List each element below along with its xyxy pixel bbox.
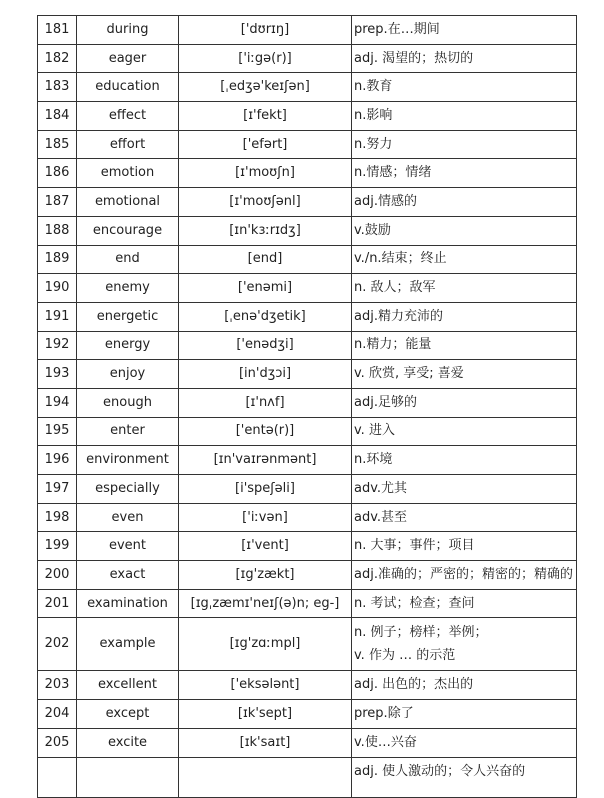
entry-meaning-line: n. 例子；榜样；举例； xyxy=(354,625,488,641)
entry-meaning: n.影响 xyxy=(352,102,577,131)
entry-number: 193 xyxy=(38,360,77,389)
entry-phonetic: ['enədʒi] xyxy=(179,331,352,360)
entry-phonetic: ['iːvən] xyxy=(179,503,352,532)
entry-number: 186 xyxy=(38,159,77,188)
entry-meaning: adj. 使人激动的；令人兴奋的 xyxy=(352,757,577,797)
entry-phonetic: ['enəmi] xyxy=(179,274,352,303)
entry-number: 195 xyxy=(38,417,77,446)
table-row xyxy=(38,561,577,590)
entry-number: 183 xyxy=(38,73,77,102)
entry-word: education xyxy=(77,73,179,102)
entry-word: especially xyxy=(77,475,179,504)
entry-meaning: n.教育 xyxy=(352,73,577,102)
entry-phonetic: [ɪk'sept] xyxy=(179,700,352,729)
entry-number: 192 xyxy=(38,331,77,360)
entry-number: 205 xyxy=(38,728,77,757)
entry-number: 187 xyxy=(38,188,77,217)
entry-meaning: adj.情感的 xyxy=(352,188,577,217)
entry-word: exact xyxy=(77,561,179,590)
table-row xyxy=(38,360,577,389)
vocabulary-table-body xyxy=(38,16,577,798)
entry-number: 181 xyxy=(38,16,77,45)
entry-word: during xyxy=(77,16,179,45)
table-row xyxy=(38,446,577,475)
entry-number: 204 xyxy=(38,700,77,729)
table-row xyxy=(38,331,577,360)
entry-number xyxy=(38,757,77,797)
table-row xyxy=(38,671,577,700)
entry-phonetic xyxy=(179,757,352,797)
entry-phonetic: [in'dʒɔi] xyxy=(179,360,352,389)
entry-meaning: n.环境 xyxy=(352,446,577,475)
entry-phonetic: [ɪg'zækt] xyxy=(179,561,352,590)
entry-meaning: n.情感；情绪 xyxy=(352,159,577,188)
entry-word xyxy=(77,757,179,797)
entry-phonetic: ['dʊrɪŋ] xyxy=(179,16,352,45)
entry-word: encourage xyxy=(77,216,179,245)
entry-number: 202 xyxy=(38,618,77,671)
entry-number: 203 xyxy=(38,671,77,700)
entry-meaning: prep.在…期间 xyxy=(352,16,577,45)
entry-phonetic: [ɪk'saɪt] xyxy=(179,728,352,757)
entry-number: 188 xyxy=(38,216,77,245)
entry-meaning: n. 敌人；敌军 xyxy=(352,274,577,303)
entry-phonetic: [ɪ'vent] xyxy=(179,532,352,561)
entry-meaning: adv.甚至 xyxy=(352,503,577,532)
entry-meaning: adj. 渴望的；热切的 xyxy=(352,44,577,73)
entry-number: 184 xyxy=(38,102,77,131)
entry-word: energy xyxy=(77,331,179,360)
entry-word: enjoy xyxy=(77,360,179,389)
entry-phonetic: [ɪ'nʌf] xyxy=(179,388,352,417)
entry-phonetic: [ɪ'moʊʃn] xyxy=(179,159,352,188)
entry-word: examination xyxy=(77,589,179,618)
entry-meaning: v.使…兴奋 xyxy=(352,728,577,757)
entry-word: event xyxy=(77,532,179,561)
entry-meaning: v./n.结束；终止 xyxy=(352,245,577,274)
entry-phonetic: [ɪg'zɑːmpl] xyxy=(179,618,352,671)
table-row xyxy=(38,503,577,532)
entry-word: excellent xyxy=(77,671,179,700)
table-row xyxy=(38,188,577,217)
entry-number: 197 xyxy=(38,475,77,504)
table-row xyxy=(38,417,577,446)
entry-meaning xyxy=(352,618,577,671)
entry-phonetic: [ɪn'vaɪrənmənt] xyxy=(179,446,352,475)
entry-meaning-line: v. 作为 … 的示范 xyxy=(354,648,456,664)
entry-meaning: n. 大事；事件；项目 xyxy=(352,532,577,561)
entry-phonetic: ['iːgə(r)] xyxy=(179,44,352,73)
entry-word: eager xyxy=(77,44,179,73)
entry-meaning: prep.除了 xyxy=(352,700,577,729)
entry-word: excite xyxy=(77,728,179,757)
entry-phonetic: [ˌedʒə'keɪʃən] xyxy=(179,73,352,102)
entry-phonetic: [i'speʃəli] xyxy=(179,475,352,504)
entry-number: 189 xyxy=(38,245,77,274)
table-row xyxy=(38,728,577,757)
entry-meaning: v. 欣赏, 享受; 喜爱 xyxy=(352,360,577,389)
entry-word: effort xyxy=(77,130,179,159)
vocabulary-table xyxy=(37,15,577,798)
table-row xyxy=(38,73,577,102)
entry-meaning: adv.尤其 xyxy=(352,475,577,504)
entry-phonetic: [ɪ'fekt] xyxy=(179,102,352,131)
entry-phonetic: [end] xyxy=(179,245,352,274)
entry-word: example xyxy=(77,618,179,671)
table-row xyxy=(38,475,577,504)
table-row xyxy=(38,302,577,331)
entry-meaning: adj. 出色的；杰出的 xyxy=(352,671,577,700)
table-row xyxy=(38,44,577,73)
entry-number: 190 xyxy=(38,274,77,303)
entry-word: enough xyxy=(77,388,179,417)
entry-phonetic: [ɪgˌzæmɪ'neɪʃ(ə)n; eg-] xyxy=(179,589,352,618)
entry-number: 199 xyxy=(38,532,77,561)
entry-number: 194 xyxy=(38,388,77,417)
table-row xyxy=(38,245,577,274)
table-row xyxy=(38,532,577,561)
entry-phonetic: ['eksələnt] xyxy=(179,671,352,700)
entry-number: 198 xyxy=(38,503,77,532)
entry-word: environment xyxy=(77,446,179,475)
entry-meaning: v.鼓励 xyxy=(352,216,577,245)
entry-meaning: n.努力 xyxy=(352,130,577,159)
entry-word: enemy xyxy=(77,274,179,303)
entry-phonetic: [ɪn'kɜːrɪdʒ] xyxy=(179,216,352,245)
table-row xyxy=(38,757,577,797)
table-row xyxy=(38,700,577,729)
table-row xyxy=(38,388,577,417)
entry-meaning: adj.精力充沛的 xyxy=(352,302,577,331)
entry-word: except xyxy=(77,700,179,729)
table-row xyxy=(38,589,577,618)
entry-number: 182 xyxy=(38,44,77,73)
entry-phonetic: ['entə(r)] xyxy=(179,417,352,446)
table-row xyxy=(38,16,577,45)
entry-word: even xyxy=(77,503,179,532)
entry-phonetic: ['efərt] xyxy=(179,130,352,159)
entry-meaning: v. 进入 xyxy=(352,417,577,446)
table-row xyxy=(38,102,577,131)
entry-meaning: n.精力；能量 xyxy=(352,331,577,360)
entry-word: energetic xyxy=(77,302,179,331)
table-row xyxy=(38,618,577,671)
entry-meaning: n. 考试；检查；查问 xyxy=(352,589,577,618)
entry-word: end xyxy=(77,245,179,274)
entry-phonetic: [ˌenə'dʒetik] xyxy=(179,302,352,331)
entry-word: effect xyxy=(77,102,179,131)
entry-phonetic: [ɪ'moʊʃənl] xyxy=(179,188,352,217)
entry-word: emotion xyxy=(77,159,179,188)
table-row xyxy=(38,274,577,303)
entry-number: 201 xyxy=(38,589,77,618)
entry-word: emotional xyxy=(77,188,179,217)
entry-number: 191 xyxy=(38,302,77,331)
entry-number: 185 xyxy=(38,130,77,159)
entry-number: 200 xyxy=(38,561,77,590)
entry-word: enter xyxy=(77,417,179,446)
table-row xyxy=(38,159,577,188)
entry-number: 196 xyxy=(38,446,77,475)
table-row xyxy=(38,130,577,159)
entry-meaning: adj.足够的 xyxy=(352,388,577,417)
table-row xyxy=(38,216,577,245)
entry-meaning: adj.准确的；严密的；精密的；精确的 xyxy=(352,561,577,590)
